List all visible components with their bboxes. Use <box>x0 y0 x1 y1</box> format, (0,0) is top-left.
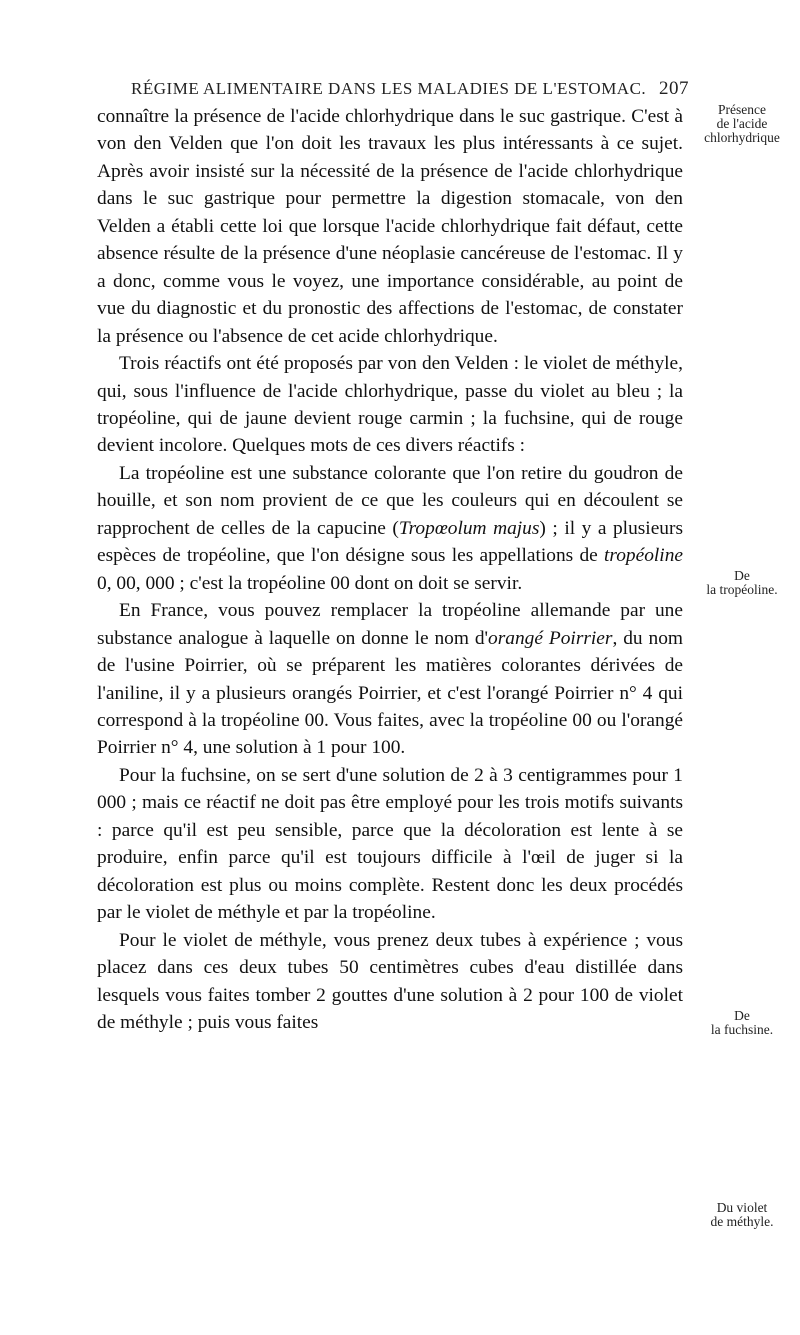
margin-note-methyl-violet: Du violet de méthyle. <box>710 1200 774 1229</box>
italic-latin-name: Tropœolum majus <box>398 517 540 539</box>
page-number: 207 <box>658 78 689 99</box>
italic-term: orangé Poirrier <box>488 627 613 649</box>
paragraph-methyl-violet: Pour le violet de méthyle, vous prenez deux tubes à expérience ; vous placez dans ces deux tubes 50 centimètres cubes d'eau distillée dans lesquels vous faites tomber 2 gouttes d'une solution à 2 pour 100 de violet de méthyle ; puis vous faites <box>97 929 683 1033</box>
paragraph-tropeoline: La tropéoline est une substance colorante que l'on retire du goudron de houille, et son nom provient de ce que les couleurs qui en découlent se rapprochent de celles de la capucine (Tropœolum majus) ; il y a plusieurs espèces de tropéoline, que l'on désigne sous les appellations de tropéoline 0, 00, 000 ; c'est la tropéoline 00 dont on doit se servir. <box>97 462 684 594</box>
paragraph-fuchsine: Pour la fuchsine, on se sert d'une solution de 2 à 3 centigrammes pour 1 000 ; mais ce réactif ne doit pas être employé pour les trois motifs suivants : parce qu'il est peu sensible, parce que la décoloration est lente à se produire, enfin parce qu'il est toujours difficile à l'œil de juger si la décoloration est plus ou moins complète. Restent donc les deux procédés par le violet de méthyle et par la tropéoline. <box>97 764 683 924</box>
margin-note-tropeoline: De la tropéoline. <box>706 568 778 597</box>
margin-note-fuchsine: De la fuchsine. <box>710 1008 774 1037</box>
body-text <box>97 103 683 1036</box>
paragraph-orange-poirrier: En France, vous pouvez remplacer la tropéoline allemande par une substance analogue à laquelle on donne le nom d'orangé Poirrier, du nom de l'usine Poirrier, où se préparent les matières colorantes dérivées de l'aniline, il y a plusieurs orangés Poirrier, et c'est l'orangé Poirrier n° 4 qui correspond à la tropéoline 00. Vous faites, avec la tropéoline 00 ou l'orangé Poirrier n° 4, une solution à 1 pour 100. <box>97 600 683 759</box>
margin-note-hcl: Présence de l'acide chlorhydrique <box>704 102 780 145</box>
running-title: RÉGIME ALIMENTAIRE DANS LES MALADIES DE L'ESTOMAC. <box>131 79 647 98</box>
running-header <box>100 78 720 100</box>
paragraph-three-reagents: Trois réactifs ont été proposés par von den Velden : le violet de méthyle, qui, sous l'influence de l'acide chlorhydrique, passe du violet au bleu ; la tropéoline, qui de jaune devient rouge carmin ; la fuchsine, qui de rouge devient incolore. Quelques mots de ces divers réactifs : <box>97 353 683 457</box>
italic-term: tropéoline <box>604 545 683 567</box>
paragraph-hcl-presence: connaître la présence de l'acide chlorhydrique dans le suc gastrique. C'est à von den Velden que l'on doit les travaux les plus intéressants à ce sujet. Après avoir insisté sur la nécessité de la présence de l'acide chlorhydrique dans le suc gastrique pour permettre la digestion stomacale, von den Velden a établi cette loi que lorsque l'acide chlorhydrique fait défaut, cette absence résulte de la présence d'une néoplasie cancéreuse de l'estomac. Il y a donc, comme vous le voyez, une importance considérable, au point de vue du diagnostic et du pronostic des affections de l'estomac, de constater la présence ou l'absence de cet acide chlorhydrique. <box>97 106 683 347</box>
